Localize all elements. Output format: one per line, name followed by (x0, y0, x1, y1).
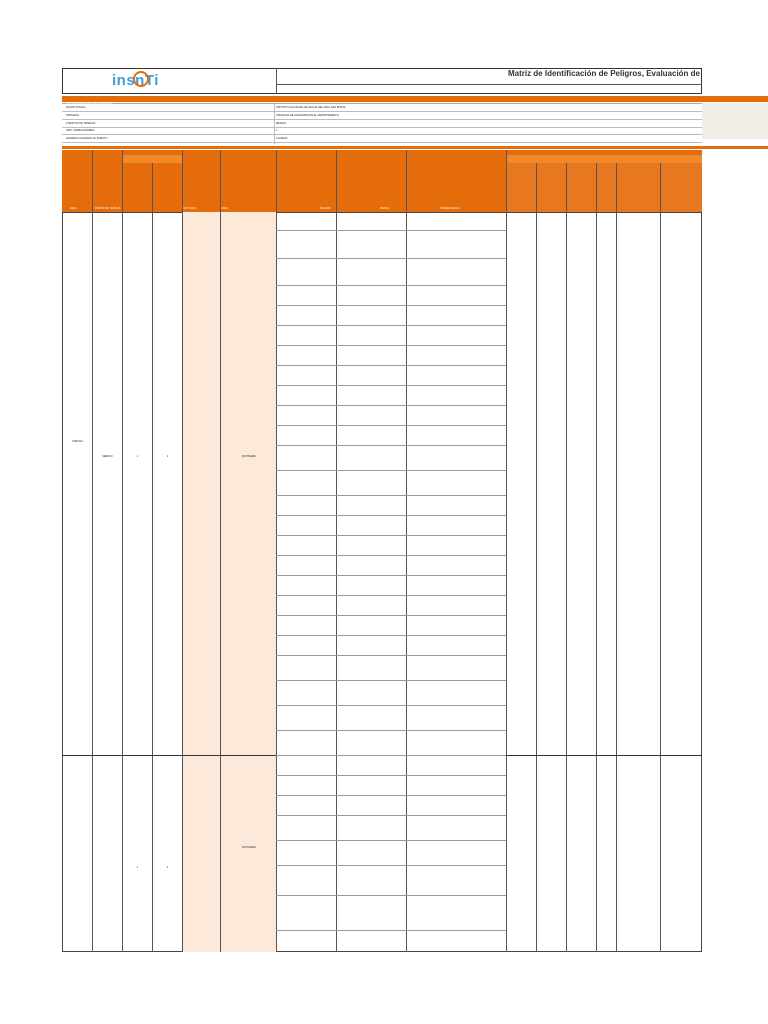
row-separator (276, 405, 506, 406)
header-divider (276, 68, 277, 94)
row-separator (276, 325, 506, 326)
row-separator (276, 385, 506, 386)
section-n1: 1 (136, 455, 139, 458)
info-label: PUESTOS DE TRABAJO: (66, 122, 97, 125)
main-table (62, 212, 702, 952)
col-header-riesgo: RIESGO (380, 207, 390, 210)
info-value: INSTITUTO NACIONAL DE SALUD DEL NIÑO SAN BORJA (276, 106, 346, 109)
title-underline (276, 84, 702, 85)
logo-mark-icon (133, 71, 149, 87)
info-value: ATENCION DE PACIENTES EN EL DEPARTAMENTO (276, 114, 339, 117)
row-separator (276, 705, 506, 706)
row-separator (276, 795, 506, 796)
col-header-actividad: ACTIVIDAD (183, 207, 196, 210)
info-label: HORARIO ASIGNADO AL PUESTO (66, 137, 108, 140)
section-actividad: RUTINARIA (242, 455, 256, 458)
info-label: PROCESO: (66, 114, 80, 117)
row-separator (276, 285, 506, 286)
section-n2: 1 (166, 455, 169, 458)
row-separator (276, 470, 506, 471)
section-n1: 1 (136, 866, 139, 869)
row-separator (276, 815, 506, 816)
row-separator (276, 655, 506, 656)
row-separator (276, 930, 506, 931)
row-separator (276, 575, 506, 576)
row-separator (276, 865, 506, 866)
row-separator (276, 895, 506, 896)
info-band (62, 146, 768, 149)
row-separator (276, 555, 506, 556)
col-header-peligro: PELIGRO (320, 207, 331, 210)
row-separator (276, 755, 506, 756)
row-separator (276, 345, 506, 346)
table-header-sub (122, 155, 182, 163)
activity-column-bg (182, 212, 220, 952)
side-panel (702, 103, 768, 139)
task-column-bg (220, 212, 276, 952)
row-separator (276, 680, 506, 681)
logo-text: insnTi (112, 71, 159, 89)
info-label: RAZON SOCIAL: (66, 106, 87, 109)
col-header-puesto: PUESTO DE TRABAJO (95, 207, 121, 210)
logo (112, 70, 202, 90)
row-separator (276, 425, 506, 426)
info-section (62, 102, 702, 146)
col-header-consecuencia: CONSECUENCIA (440, 207, 460, 210)
info-value: MEDICO (276, 122, 287, 125)
row-separator (276, 365, 506, 366)
section-actividad: RUTINARIA (242, 846, 256, 849)
info-label: NRO. TRABAJADORES: (66, 129, 95, 132)
row-separator (276, 775, 506, 776)
row-separator (276, 730, 506, 731)
row-separator (276, 258, 506, 259)
row-separator (276, 535, 506, 536)
table-header-sub (506, 155, 702, 163)
page-title: Matriz de Identificación de Peligros, Evaluación de (507, 69, 700, 78)
row-separator (276, 635, 506, 636)
row-separator (276, 615, 506, 616)
section-n2: 1 (166, 866, 169, 869)
section-area: CIRUGÍA (72, 440, 83, 443)
section-puesto: MÉDICO (102, 455, 113, 458)
row-separator (276, 230, 506, 231)
info-label: DATOS GENERALES DE LA EMPRESA (66, 102, 113, 105)
info-value: 1 (276, 129, 278, 132)
row-separator (276, 595, 506, 596)
row-separator (276, 515, 506, 516)
col-header-tarea: TAREA (220, 207, 228, 210)
row-separator (276, 495, 506, 496)
row-separator (276, 840, 506, 841)
row-separator (276, 305, 506, 306)
col-header-area: ÁREA (70, 207, 77, 210)
row-separator (276, 445, 506, 446)
info-value: 6 HORAS (276, 137, 288, 140)
